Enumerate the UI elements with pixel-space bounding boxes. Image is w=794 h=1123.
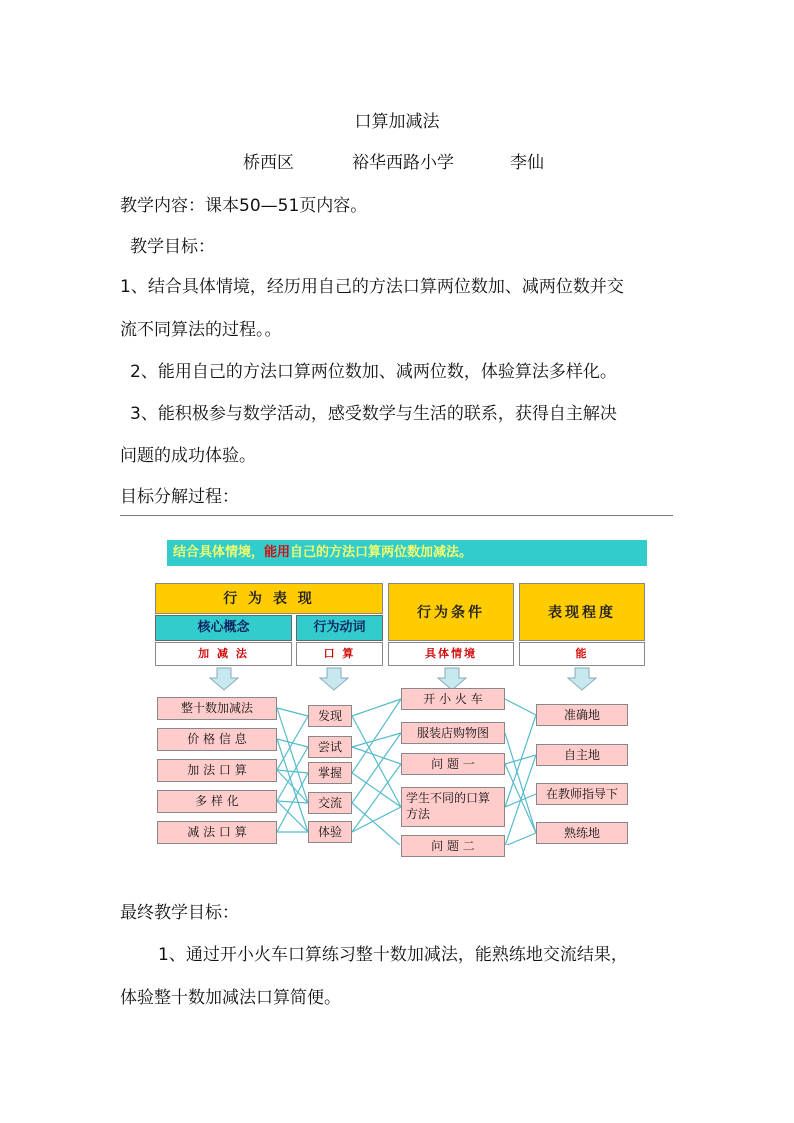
district: 桥西区 bbox=[243, 153, 294, 173]
teacher: 李仙 bbox=[510, 153, 544, 173]
banner-part-4: 口算两位数加减法。 bbox=[355, 545, 473, 560]
col3-item-1: 服装店购物图 bbox=[401, 722, 505, 744]
goal-3-line-1: 3、能积极参与数学活动，感受数学与生活的联系，获得自主解决 bbox=[130, 404, 617, 424]
col1-item-0: 整十数加减法 bbox=[157, 697, 277, 720]
col1-item-3: 多 样 化 bbox=[157, 790, 277, 813]
link-col1-col2 bbox=[277, 708, 308, 716]
link-col1-col2 bbox=[277, 770, 308, 773]
col3-item-0: 开 小 火 车 bbox=[401, 688, 505, 710]
banner-part-3: 自己的方法 bbox=[290, 545, 356, 560]
header-verb: 行为动词 bbox=[296, 615, 383, 641]
col4-item-0: 准确地 bbox=[536, 704, 628, 726]
final-goal-1-line-1: 1、通过开小火车口算练习整十数加减法，能熟练地交流结果， bbox=[158, 945, 628, 965]
goal-decomposition-diagram bbox=[155, 540, 645, 853]
goal-2: 2、能用自己的方法口算两位数加、减两位数，体验算法多样化。 bbox=[130, 362, 617, 382]
arrow-degree bbox=[568, 668, 596, 690]
col2-item-2: 掌握 bbox=[308, 762, 352, 784]
col1-item-2: 加 法 口 算 bbox=[157, 759, 277, 782]
col1-item-1: 价 格 信 息 bbox=[157, 728, 277, 751]
link-col3-col4 bbox=[505, 755, 536, 845]
link-col1-col2 bbox=[277, 739, 308, 832]
down-arrows bbox=[210, 668, 596, 690]
arrow-condition bbox=[438, 668, 466, 690]
link-col3-col4 bbox=[505, 833, 536, 845]
link-col2-col3 bbox=[352, 803, 401, 845]
goals-heading: 教学目标： bbox=[130, 237, 215, 257]
link-col2-col3 bbox=[352, 807, 401, 832]
goal-1-line-2: 流不同算法的过程。。 bbox=[120, 320, 282, 340]
cell-verb: 口 算 bbox=[296, 642, 383, 666]
banner-part-1: 结合具体情境， bbox=[173, 545, 265, 560]
col1-item-4: 减 法 口 算 bbox=[157, 821, 277, 844]
final-goal-1-line-2: 体验整十数加减法口算简便。 bbox=[120, 988, 341, 1008]
link-col3-col4 bbox=[505, 764, 536, 833]
arrow-verb bbox=[320, 668, 348, 690]
link-col2-col3 bbox=[352, 764, 401, 832]
link-col3-col4 bbox=[505, 699, 536, 715]
col2-item-1: 尝试 bbox=[308, 736, 352, 758]
col3-item-2: 问 题 一 bbox=[401, 753, 505, 775]
col3-item-3: 学生不同的口算方法 bbox=[401, 787, 505, 827]
col2-item-4: 体验 bbox=[308, 821, 352, 843]
col4-item-2: 在教师指导下 bbox=[536, 783, 628, 805]
school: 裕华西路小学 bbox=[352, 153, 454, 173]
banner-part-2: 能用 bbox=[264, 545, 291, 560]
col2-item-3: 交流 bbox=[308, 792, 352, 814]
arrow-core bbox=[210, 668, 238, 690]
cell-degree: 能 bbox=[519, 642, 645, 666]
author-line bbox=[0, 148, 794, 172]
final-goals-heading: 最终教学目标： bbox=[120, 903, 239, 923]
header-condition: 行为条件 bbox=[388, 583, 514, 641]
link-col2-col3 bbox=[352, 699, 401, 716]
link-col3-col4 bbox=[505, 733, 536, 833]
col3-item-4: 问 题 二 bbox=[401, 835, 505, 857]
col2-item-0: 发现 bbox=[308, 705, 352, 727]
col4-item-1: 自主地 bbox=[536, 744, 628, 766]
col4-item-3: 熟练地 bbox=[536, 822, 628, 844]
link-col2-col3 bbox=[352, 773, 401, 807]
header-behavior: 行 为 表 现 bbox=[155, 583, 383, 614]
cell-core: 加 减 法 bbox=[155, 642, 292, 666]
decomposition-heading: 目标分解过程： bbox=[120, 487, 239, 507]
divider bbox=[120, 515, 673, 516]
header-degree: 表现程度 bbox=[519, 583, 645, 641]
header-core-concept: 核心概念 bbox=[155, 615, 292, 641]
link-col3-col4 bbox=[505, 715, 536, 807]
goal-3-line-2: 问题的成功体验。 bbox=[120, 446, 256, 466]
goal-1-line-1: 1、结合具体情境，经历用自己的方法口算两位数加、减两位数并交 bbox=[120, 277, 624, 297]
teaching-content: 教学内容：课本50—51页内容。 bbox=[120, 196, 368, 216]
page-title: 口算加减法 bbox=[354, 112, 440, 132]
cell-condition: 具体情境 bbox=[388, 642, 514, 666]
